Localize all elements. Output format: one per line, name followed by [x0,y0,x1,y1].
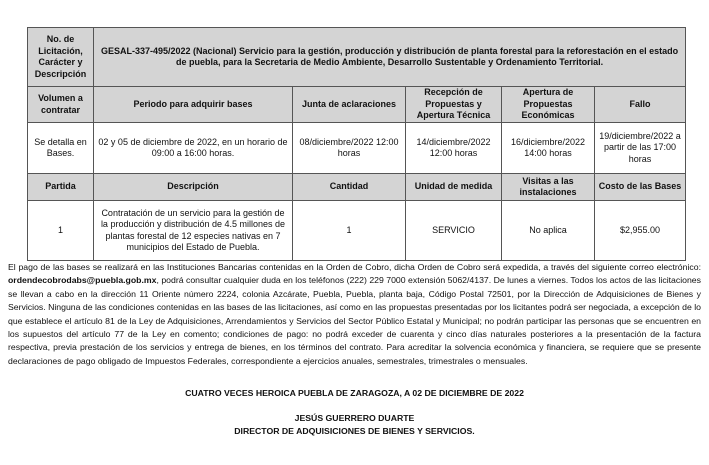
signatory-title: DIRECTOR DE ADQUISICIONES DE BIENES Y SERVICIOS. [234,426,475,436]
cell-recepcion: 14/diciembre/2022 12:00 horas [406,123,502,174]
header-fallo: Fallo [595,87,686,123]
cell-visitas: No aplica [502,201,595,261]
header-partida: Partida [28,174,94,201]
cell-periodo: 02 y 05 de diciembre de 2022, en un horario de 09:00 a 16:00 horas. [94,123,293,174]
licitacion-description: GESAL-337-495/2022 (Nacional) Servicio para la gestión, producción y distribución de planta forestal para la reforestación en el estado de puebla, para la Secretaria de Medio Ambiente, Desarrollo Sustentable y Ordenamiento Territorial. [94,28,686,87]
header-cantidad: Cantidad [293,174,406,201]
contact-email: ordendecobrodabs@puebla.gob.mx [8,275,157,286]
header-unidad: Unidad de medida [406,174,502,201]
cell-cantidad: 1 [293,201,406,261]
data-row-1 [28,123,686,174]
header-visitas: Visitas a las instalaciones [502,174,595,201]
header-costo: Costo de las Bases [595,174,686,201]
place-date: CUATRO VECES HEROICA PUEBLA DE ZARAGOZA, A 02 DE DICIEMBRE DE 2022 [185,388,524,398]
cell-volumen: Se detalla en Bases. [28,123,94,174]
header-row-2 [28,174,686,201]
signatory-name: JESÚS GUERRERO DUARTE [294,413,415,423]
cell-junta: 08/diciembre/2022 12:00 horas [293,123,406,174]
notice-text-2: , podrá consultar cualquier duda en los teléfonos (222) 229 7000 extensión 5062/4137. De lunes a viernes. Todos los actos de las licitaciones se llevan a cabo en la dirección 11 Oriente número 2224, colonia Azcárate, Puebla, Puebla, planta baja, Código Postal 72501, por la Dirección de Adquisiciones de Bienes y Servicios. Ninguna de las condiciones contenidas en las bases de las licitaciones, así como en las propuestas presentadas por los licitantes podrá ser negociada, a excepción de lo que establece el artículo 81 de la Ley de Adquisiciones, Arrendamientos y Servicios del Sector Público Estatal y Municipal; no podrán participar las personas que se encuentren en los supuestos del artículo 77 de la Ley en comento; condiciones de pago: no podrá exceder de cuarenta y cinco días naturales posteriores a la presentación de la factura respectiva, previa prestación de los servicios y entrega de bienes, en los términos del contrato. Para acreditar la solvencia económica y financiera, se requiere que se presente declaraciones de pago obligado de Impuestos Federales, correspondiente a ejercicios anuales, semestrales, trimestrales o mensuales. [8,275,701,366]
cell-partida: 1 [28,201,94,261]
header-row-1 [28,87,686,123]
licitacion-header: No. de Licitación, Carácter y Descripción [28,28,94,87]
header-junta: Junta de aclaraciones [293,87,406,123]
notice-text-1: El pago de las bases se realizará en las Instituciones Bancarias contenidas en la Orden de Cobro, dicha Orden de Cobro será expedida, a través del siguiente correo electrónico: [8,262,701,272]
header-volumen: Volumen a contratar [28,87,94,123]
cell-costo: $2,955.00 [595,201,686,261]
header-periodo: Periodo para adquirir bases [94,87,293,123]
cell-descripcion: Contratación de un servicio para la gestión de la producción y distribución de 4.5 millones de plantas forestal de 12 especies nativas en 7 municipios del Estado de Puebla. [94,201,293,261]
header-descripcion: Descripción [94,174,293,201]
cell-fallo: 19/diciembre/2022 a partir de las 17:00 horas [595,123,686,174]
licitacion-row [28,28,686,87]
notice-paragraph [8,261,701,368]
cell-unidad: SERVICIO [406,201,502,261]
header-apertura-economica: Apertura de Propuestas Económicas [502,87,595,123]
cell-apertura-economica: 16/diciembre/2022 14:00 horas [502,123,595,174]
data-row-2 [28,201,686,261]
licitacion-table [27,27,686,261]
header-recepcion: Recepción de Propuestas y Apertura Técnica [406,87,502,123]
